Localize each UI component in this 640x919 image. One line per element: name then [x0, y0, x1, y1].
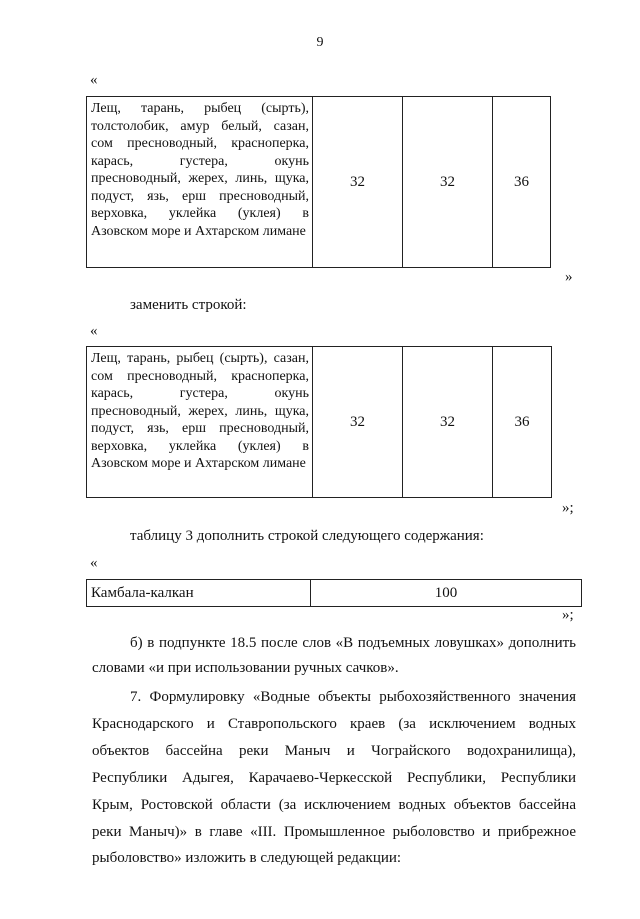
table-old-name-cell: Лещ, тарань, рыбец (сырть), толстолобик, амур белый, сазан, сом пресноводный, красноперка, карась, густера, окунь пресноводный, жерех, линь, щука, подуст, язь, ерш пресноводный, верховка, уклейка (уклея) в Азовском море и Ахтарском лимане: [87, 97, 313, 268]
table-old-row: [86, 96, 551, 268]
para-b-line-1: б) в подпункте 18.5 после слов «В подъемных ловушках» дополнить: [130, 635, 576, 651]
table-new-value-2: 32: [403, 347, 493, 498]
para-7-line-1: 7. Формулировку «Водные объекты рыбохозяйственного значения: [130, 689, 576, 705]
table3-name-cell: Камбала-калкан: [87, 580, 311, 607]
close-quote-3: »;: [562, 607, 574, 623]
para-b-line-2: словами «и при использовании ручных сачков».: [92, 660, 399, 676]
table3-row: [86, 579, 582, 607]
para-7-line-6: реки Маныч)» в главе «III. Промышленное рыболовство и прибрежное: [92, 824, 576, 840]
table-old-value-1: 32: [313, 97, 403, 268]
close-quote-2: »;: [562, 500, 574, 516]
table3-text: таблицу 3 дополнить строкой следующего содержания:: [130, 528, 484, 544]
para-7-line-3: объектов бассейна реки Маныч и Чограйского водохранилища),: [92, 743, 576, 759]
table-new-row: [86, 346, 552, 498]
para-7-line-4: Республики Адыгея, Карачаево-Черкесской Республики, Республики: [92, 770, 576, 786]
table-new-value-1: 32: [313, 347, 403, 498]
table-new-value-3: 36: [493, 347, 552, 498]
para-7-line-5: Крым, Ростовской области (за исключением водных объектов бассейна: [92, 797, 576, 813]
close-quote-1: »: [565, 269, 573, 285]
table-old-value-3: 36: [493, 97, 551, 268]
table3-value-cell: 100: [311, 580, 582, 607]
open-quote-2: «: [90, 323, 98, 339]
table-old-value-2: 32: [403, 97, 493, 268]
table-new-name-cell: Лещ, тарань, рыбец (сырть), сазан, сом пресноводный, красноперка, карась, густера, окунь пресноводный, жерех, линь, щука, подуст, язь, ерш пресноводный, верховка, уклейка (уклея) в Азовском море и Ахтарском лимане: [87, 347, 313, 498]
open-quote-1: «: [90, 72, 98, 88]
page-number: 9: [316, 35, 324, 50]
open-quote-3: «: [90, 555, 98, 571]
para-7-line-7: рыболовство» изложить в следующей редакции:: [92, 850, 402, 866]
para-7-line-2: Краснодарского и Ставропольского краев (за исключением водных: [92, 716, 576, 732]
replace-text: заменить строкой:: [130, 297, 247, 313]
